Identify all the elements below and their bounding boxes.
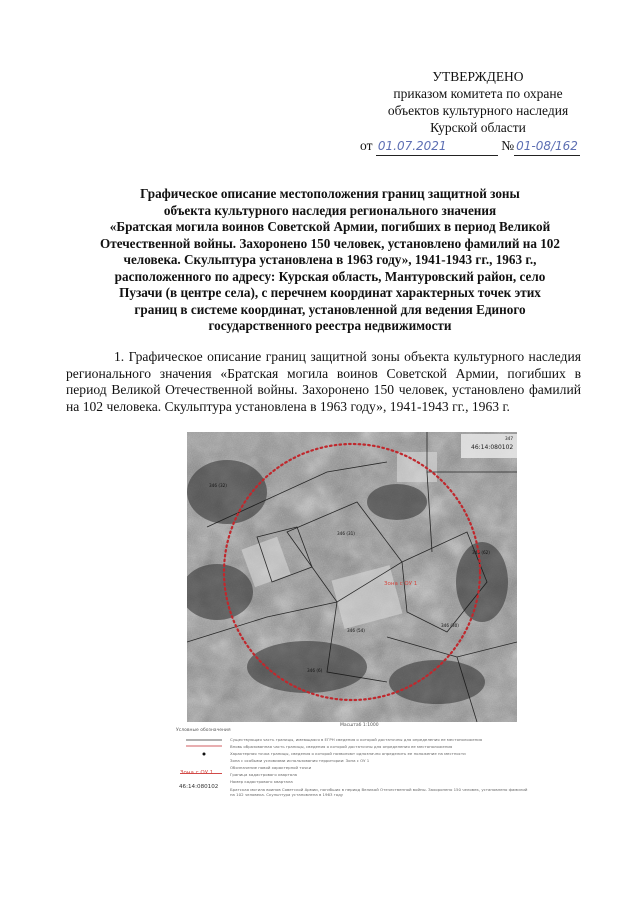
legend-row: Существующая часть границы, имеющаяся в ЕГРН сведения о которой достаточны для определения ее местоположения: [230, 737, 483, 742]
map-image: [187, 432, 517, 722]
title-line: Графическое описание местоположения границ защитной зоны: [140, 186, 520, 201]
number-value: 01-08/162: [516, 139, 578, 153]
legend-title: Условные обозначения: [176, 728, 231, 733]
approval-line-1: приказом комитета по охране: [393, 86, 563, 101]
legend-row: Вновь образованная часть границы, сведения о которой достаточны для определения ее местоположения: [230, 744, 453, 749]
legend-row: Братская могила воинов Советской Армии, погибших в период Великой Отечественной войны. Захоронено 150 человек, установлено фамилий на 102 человека. Скульптура установлена в 1963 году: [230, 787, 528, 797]
title-line: объекта культурного наследия регионального значения: [163, 202, 497, 218]
map-scale: Масштаб 1:1000: [340, 723, 379, 728]
boundary-map: [187, 432, 517, 722]
point-symbol-icon: [203, 753, 206, 756]
title-line: человека. Скульптура установлена в 1963 году», 1941-1943 гг., 1963 г.,: [123, 252, 537, 267]
title-line: «Братская могила воинов Советской Армии, погибших в период Великой: [109, 219, 551, 234]
date-value: 01.07.2021: [377, 139, 447, 153]
map-legend: [172, 722, 542, 818]
legend-zone-box: [180, 759, 222, 774]
title-line: государственного реестра недвижимости: [208, 318, 452, 333]
number-prefix: №: [501, 138, 515, 153]
legend-cadastral-number: 46:14:080102: [179, 784, 219, 790]
approval-header: УТВЕРЖДЕНО: [432, 69, 524, 84]
approval-line-3: Курской области: [430, 120, 526, 135]
approval-line-2: объектов культурного наследия: [387, 103, 569, 118]
legend-row: Номер кадастрового квартала: [230, 779, 293, 784]
description-paragraph: 1. Графическое описание границ защитной зоны объекта культурного наследия регионального значения «Братская могила воинов Советской Армии, погибших в период Великой Отечественной войны. Захоронено 150 человек, установлено фамилий на 102 человека. Скульптура установлена в 1963 году», 1941-1943 гг., 1963 г.: [66, 349, 581, 415]
legend-row: Обозначение новой характерной точки: [230, 765, 312, 770]
parcel-label: 347: [505, 436, 513, 441]
parcel-label: 346 (54): [347, 628, 365, 633]
parcel-label: 346 (30): [441, 623, 459, 628]
parcel-label: 346 (62): [472, 550, 490, 555]
legend-row: Характерная точка границы, сведения о которой позволяют однозначно определить ее положение на местности: [230, 751, 466, 756]
legend-zone-label: Зона с ОУ 1: [180, 770, 214, 776]
approval-block: [358, 68, 598, 156]
parcel-label: 346 (31): [337, 531, 355, 536]
title-line: Отечественной войны. Захоронено 150 человек, установлено фамилий на 102: [99, 235, 560, 251]
date-prefix: от: [360, 138, 373, 153]
legend-row: Граница кадастрового квартала: [230, 772, 297, 777]
parcel-label: 346 (32): [209, 483, 227, 488]
zone-label: Зона с ОУ 1: [384, 581, 418, 587]
approval-date-row: [360, 137, 598, 156]
legend-symbols: [184, 736, 224, 760]
legend-row: Зона с особыми условиями использования территории: Зона с ОУ 1: [230, 758, 370, 763]
number-field: [514, 137, 580, 156]
cadastral-number: 46:14:080102: [471, 444, 514, 451]
document-title: [90, 186, 570, 335]
title-line: границ в системе координат, установленной для ведения Единого: [134, 301, 526, 317]
date-field: [376, 137, 498, 156]
title-line: Пузачи (в центре села), с перечнем координат характерных точек этих: [119, 285, 541, 300]
parcel-label: 346 (6): [307, 668, 323, 673]
title-line: расположенного по адресу: Курская область, Мантуровский район, село: [114, 268, 546, 284]
